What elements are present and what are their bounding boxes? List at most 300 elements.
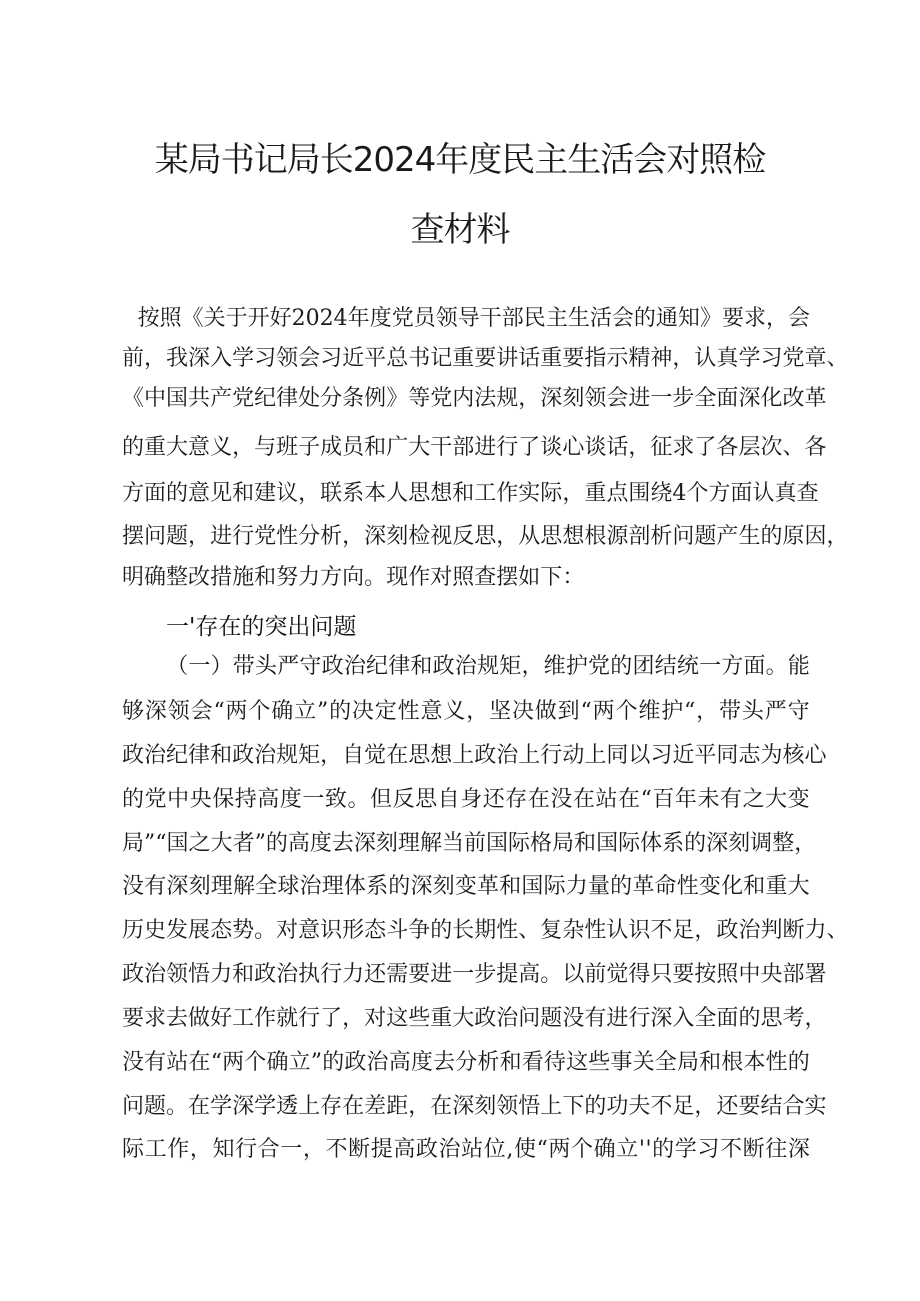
glyph: 知 [677, 306, 700, 331]
glyph: 领 [276, 346, 299, 371]
glyph: 领 [584, 386, 607, 411]
glyph: 点 [606, 481, 629, 506]
intro-line [122, 428, 827, 468]
glyph: 系 [342, 481, 365, 506]
glyph: 规 [276, 743, 299, 768]
glyph: 的 [122, 435, 145, 460]
glyph: 要 [738, 1094, 761, 1119]
glyph: 政 [232, 743, 255, 768]
glyph: 如 [518, 565, 541, 590]
glyph: 确 [271, 699, 294, 724]
glyph: 《 [181, 306, 204, 331]
glyph: 还 [364, 962, 387, 987]
glyph: 考 [782, 1006, 805, 1031]
glyph: 度 [369, 306, 392, 331]
glyph: 去 [433, 1050, 456, 1075]
glyph: 和 [210, 743, 233, 768]
glyph: 两 [548, 1137, 571, 1162]
glyph: 深 [650, 1006, 673, 1031]
glyph: 措 [210, 565, 233, 590]
glyph: 行 [320, 962, 343, 987]
glyph: 处 [298, 386, 321, 411]
glyph: 个 [686, 481, 709, 506]
glyph: 方 [721, 654, 744, 679]
glyph: ， [628, 435, 651, 460]
glyph: 深 [166, 874, 189, 899]
glyph: 上 [298, 1094, 321, 1119]
glyph: 话 [518, 346, 541, 371]
glyph: 党 [391, 306, 414, 331]
glyph: 近 [342, 346, 365, 371]
glyph: 态 [364, 918, 387, 943]
glyph: ， [518, 386, 541, 411]
glyph: 和 [364, 435, 387, 460]
glyph: ， [189, 1137, 212, 1162]
glyph: 想 [562, 524, 585, 549]
glyph: 谈 [584, 435, 607, 460]
glyph: 于 [225, 306, 248, 331]
glyph: 。 [254, 918, 277, 943]
glyph: 《 [122, 386, 145, 411]
glyph: 格 [530, 831, 553, 856]
glyph: 的 [322, 1050, 345, 1075]
section-line [122, 780, 810, 820]
glyph: 性 [765, 1050, 788, 1075]
glyph: 深 [540, 386, 563, 411]
glyph: 会 [787, 306, 810, 331]
glyph: 面 [716, 1006, 739, 1031]
glyph: 维 [638, 699, 661, 724]
glyph: ， [765, 306, 788, 331]
glyph: ” [310, 1050, 323, 1075]
glyph: 的 [738, 1006, 761, 1031]
glyph: 深 [787, 1137, 810, 1162]
glyph: 复 [540, 918, 563, 943]
glyph: 上 [540, 1094, 563, 1119]
glyph: 志 [738, 743, 761, 768]
glyph: ' [638, 1137, 645, 1162]
glyph: 性 [584, 918, 607, 943]
glyph: 年 [347, 306, 370, 331]
glyph: 同 [606, 743, 629, 768]
glyph: 和 [232, 962, 255, 987]
glyph: 全 [694, 386, 717, 411]
glyph: 党 [430, 386, 453, 411]
glyph: ， [521, 654, 544, 679]
glyph: 治 [144, 743, 167, 768]
intro-line [122, 474, 819, 514]
glyph: 中 [144, 386, 167, 411]
glyph: 核 [782, 743, 805, 768]
glyph: 纪 [166, 743, 189, 768]
glyph: 深 [452, 1094, 475, 1119]
glyph: 识 [320, 918, 343, 943]
glyph: 夫 [628, 1094, 651, 1119]
glyph: 题 [166, 524, 189, 549]
glyph: 在 [188, 1050, 211, 1075]
glyph: 治 [438, 1137, 461, 1162]
glyph: 严 [764, 699, 787, 724]
glyph: 动 [562, 743, 585, 768]
glyph: 施 [232, 565, 255, 590]
glyph: 为 [760, 743, 783, 768]
glyph: 各 [804, 435, 827, 460]
glyph: 精 [628, 346, 651, 371]
glyph: 在 [618, 787, 641, 812]
glyph: 和 [254, 565, 277, 590]
section-line [122, 1043, 810, 1083]
glyph: 发 [166, 918, 189, 943]
glyph: 治 [366, 1050, 389, 1075]
glyph: 有 [144, 874, 167, 899]
glyph: 国 [521, 874, 544, 899]
glyph: 摆 [122, 524, 145, 549]
glyph: 神 [650, 346, 673, 371]
glyph: 干 [430, 435, 453, 460]
glyph: 个 [248, 699, 271, 724]
glyph: 本 [743, 1050, 766, 1075]
glyph: 章 [804, 346, 827, 371]
glyph: 面 [730, 481, 753, 506]
glyph: 思 [408, 481, 431, 506]
glyph: 斗 [386, 918, 409, 943]
glyph: 断 [348, 1137, 371, 1162]
glyph: 当 [441, 831, 464, 856]
glyph: 思 [760, 1006, 783, 1031]
glyph: 未 [697, 787, 720, 812]
glyph: 查 [796, 481, 819, 506]
glyph: 大 [765, 787, 788, 812]
glyph: 确 [593, 1137, 616, 1162]
glyph: 护 [661, 699, 684, 724]
glyph: 重 [540, 346, 563, 371]
glyph: ， [826, 524, 849, 549]
glyph: 问 [672, 524, 695, 549]
glyph: 书 [408, 346, 431, 371]
glyph: 际 [543, 874, 566, 899]
glyph: 改 [782, 386, 805, 411]
glyph: 悟 [518, 1094, 541, 1119]
glyph: 2024 [291, 306, 348, 331]
glyph: 进 [430, 962, 453, 987]
glyph: 在 [386, 743, 409, 768]
glyph: 矩 [499, 654, 522, 679]
glyph: 存 [320, 1094, 343, 1119]
glyph: 理 [210, 874, 233, 899]
glyph: 关 [203, 306, 226, 331]
glyph: 深 [410, 874, 433, 899]
glyph: 努 [276, 565, 299, 590]
glyph: 反 [452, 524, 475, 549]
glyph: 治 [276, 962, 299, 987]
glyph: 要 [721, 306, 744, 331]
glyph: “ [210, 1050, 222, 1075]
glyph: 对 [276, 918, 299, 943]
glyph: 照 [452, 565, 475, 590]
glyph: 同 [716, 743, 739, 768]
glyph: 员 [413, 306, 436, 331]
glyph: 全 [255, 874, 278, 899]
glyph: 前 [122, 346, 145, 371]
section-line [122, 824, 817, 864]
glyph: 规 [496, 386, 519, 411]
glyph: 见 [210, 481, 233, 506]
section-line [122, 1087, 827, 1127]
glyph: 的 [633, 306, 656, 331]
glyph: 部 [452, 435, 475, 460]
glyph: 立 [294, 699, 317, 724]
glyph: 确 [266, 1050, 289, 1075]
glyph: 改 [188, 565, 211, 590]
glyph: 学 [210, 1094, 233, 1119]
glyph: 党 [588, 654, 611, 679]
glyph: 站 [166, 1050, 189, 1075]
glyph: 进 [628, 386, 651, 411]
glyph: 按 [137, 306, 160, 331]
glyph: 足 [672, 1094, 695, 1119]
glyph: 大 [408, 435, 431, 460]
glyph: 习 [320, 346, 343, 371]
glyph: 力 [565, 874, 588, 899]
glyph: 国 [166, 386, 189, 411]
glyph: 入 [672, 1006, 695, 1031]
glyph: 际 [508, 831, 531, 856]
glyph: 位 [483, 1137, 506, 1162]
glyph: 以 [562, 962, 585, 987]
glyph: , [506, 1137, 514, 1162]
glyph: 认 [694, 346, 717, 371]
glyph: ， [694, 918, 717, 943]
glyph: 还 [716, 1094, 739, 1119]
glyph: 。 [347, 787, 370, 812]
glyph: 维 [543, 654, 566, 679]
glyph: 》 [699, 306, 722, 331]
glyph: 子 [298, 435, 321, 460]
section-line [122, 955, 827, 995]
glyph: 面 [743, 654, 766, 679]
glyph: 系 [366, 874, 389, 899]
glyph: ， [144, 346, 167, 371]
glyph: 思 [408, 743, 431, 768]
glyph: 向 [342, 565, 365, 590]
glyph: 产 [210, 386, 233, 411]
glyph: 际 [122, 1137, 145, 1162]
glyph: ， [562, 481, 585, 506]
glyph: 在 [527, 787, 550, 812]
glyph: 照 [716, 962, 739, 987]
glyph: 之 [742, 787, 765, 812]
glyph: 政 [254, 962, 277, 987]
glyph: 党 [254, 524, 277, 549]
glyph: 学 [674, 1137, 697, 1162]
glyph: 治 [343, 654, 366, 679]
glyph: 足 [672, 918, 695, 943]
glyph: ， [466, 699, 489, 724]
glyph: 但 [370, 787, 393, 812]
glyph: 法 [474, 386, 497, 411]
glyph: 带 [232, 654, 255, 679]
glyph: 结 [760, 1094, 783, 1119]
glyph: 干 [479, 306, 502, 331]
glyph: 国 [166, 831, 189, 856]
glyph: 百 [652, 787, 675, 812]
glyph: 根 [721, 1050, 744, 1075]
glyph: 政 [122, 743, 145, 768]
glyph: 步 [474, 962, 497, 987]
glyph: 上 [518, 743, 541, 768]
glyph: 和 [743, 874, 766, 899]
glyph: 高 [518, 962, 541, 987]
glyph: “ [213, 699, 225, 724]
glyph: 生 [738, 524, 761, 549]
glyph: ， [694, 1094, 717, 1119]
glyph: 存 [505, 787, 528, 812]
glyph: 从 [518, 524, 541, 549]
glyph: 距 [386, 1094, 409, 1119]
glyph: 带 [719, 699, 742, 724]
glyph: 的 [760, 524, 783, 549]
indent [122, 647, 166, 687]
glyph: 治 [454, 654, 477, 679]
glyph: 意 [420, 699, 443, 724]
glyph: 局 [552, 831, 575, 856]
glyph: 革 [804, 386, 827, 411]
glyph: 学 [738, 346, 761, 371]
glyph: 长 [452, 918, 475, 943]
glyph: 中 [738, 962, 761, 987]
glyph: 好 [269, 306, 292, 331]
glyph: 确 [144, 565, 167, 590]
glyph: 思 [415, 787, 438, 812]
glyph: 护 [565, 654, 588, 679]
glyph: 方 [708, 481, 731, 506]
glyph: 问 [122, 1094, 145, 1119]
glyph: 根 [584, 524, 607, 549]
glyph: 人 [386, 481, 409, 506]
glyph: 解 [419, 831, 442, 856]
glyph: 大 [787, 874, 810, 899]
glyph: 觉 [606, 962, 629, 987]
glyph: 度 [309, 831, 332, 856]
glyph: 之 [188, 831, 211, 856]
glyph: 守 [299, 654, 322, 679]
section-line [122, 1130, 810, 1170]
glyph: 作 [254, 1006, 277, 1031]
glyph: 历 [122, 918, 145, 943]
glyph: 内 [452, 386, 475, 411]
glyph: 深 [353, 831, 376, 856]
glyph: 深 [188, 346, 211, 371]
glyph: 立 [616, 1137, 639, 1162]
glyph: 决 [351, 699, 374, 724]
glyph: 做 [188, 1006, 211, 1031]
glyph: 活 [589, 306, 612, 331]
glyph: ， [298, 481, 321, 506]
glyph: “ [155, 831, 167, 856]
glyph: 行 [235, 1137, 258, 1162]
glyph: 展 [188, 918, 211, 943]
glyph: 员 [342, 435, 365, 460]
glyph: 例 [364, 386, 387, 411]
glyph: “ [580, 699, 592, 724]
glyph: 工 [474, 481, 497, 506]
glyph: 觉 [364, 743, 387, 768]
glyph: 认 [752, 481, 775, 506]
glyph: 刻 [188, 874, 211, 899]
glyph: 析 [650, 524, 673, 549]
glyph: 持 [234, 787, 257, 812]
glyph: 面 [144, 481, 167, 506]
glyph: 没 [122, 1050, 145, 1075]
glyph: 、 [782, 435, 805, 460]
glyph: 视 [430, 524, 453, 549]
glyph: 深 [232, 1094, 255, 1119]
glyph: 刻 [375, 831, 398, 856]
glyph: 一 [302, 787, 325, 812]
glyph: 提 [496, 962, 519, 987]
glyph: “ [640, 787, 652, 812]
glyph: 形 [342, 918, 365, 943]
glyph: 前 [463, 831, 486, 856]
glyph: 有 [584, 1006, 607, 1031]
glyph: ， [342, 1006, 365, 1031]
glyph: 实 [518, 481, 541, 506]
glyph: 透 [276, 1094, 299, 1119]
glyph: 学 [254, 1094, 277, 1119]
glyph: 央 [760, 962, 783, 987]
glyph: 重 [452, 346, 475, 371]
glyph: 力 [342, 962, 365, 987]
glyph: 共 [188, 386, 211, 411]
glyph: 不 [650, 918, 673, 943]
glyph: 变 [454, 874, 477, 899]
glyph: 化 [721, 874, 744, 899]
glyph: 功 [606, 1094, 629, 1119]
glyph: 治 [144, 962, 167, 987]
glyph: 断 [782, 918, 805, 943]
glyph: 与 [254, 435, 277, 460]
glyph: 深 [364, 524, 387, 549]
glyph: 党 [782, 346, 805, 371]
glyph: 4 [672, 481, 687, 506]
glyph: 习 [760, 346, 783, 371]
glyph: 工 [232, 1006, 255, 1031]
glyph: 本 [364, 481, 387, 506]
glyph: 。 [364, 565, 387, 590]
glyph: 只 [650, 962, 673, 987]
glyph: ， [696, 699, 719, 724]
glyph: 力 [804, 918, 827, 943]
glyph: 矩 [298, 743, 321, 768]
section-line [122, 736, 827, 776]
glyph: 查 [474, 565, 497, 590]
glyph: 行 [298, 1006, 321, 1031]
glyph: 要 [562, 346, 585, 371]
glyph: 意 [188, 481, 211, 506]
intro-line [122, 339, 849, 379]
glyph: 的 [166, 481, 189, 506]
glyph: 在 [188, 1094, 211, 1119]
glyph: 守 [787, 699, 810, 724]
glyph: 按 [694, 962, 717, 987]
glyph: 头 [255, 654, 278, 679]
glyph: 作 [167, 1137, 190, 1162]
glyph: 分 [298, 524, 321, 549]
glyph: 自 [342, 743, 365, 768]
glyph: ， [804, 1006, 827, 1031]
glyph: 上 [452, 743, 475, 768]
glyph: 坚 [489, 699, 512, 724]
